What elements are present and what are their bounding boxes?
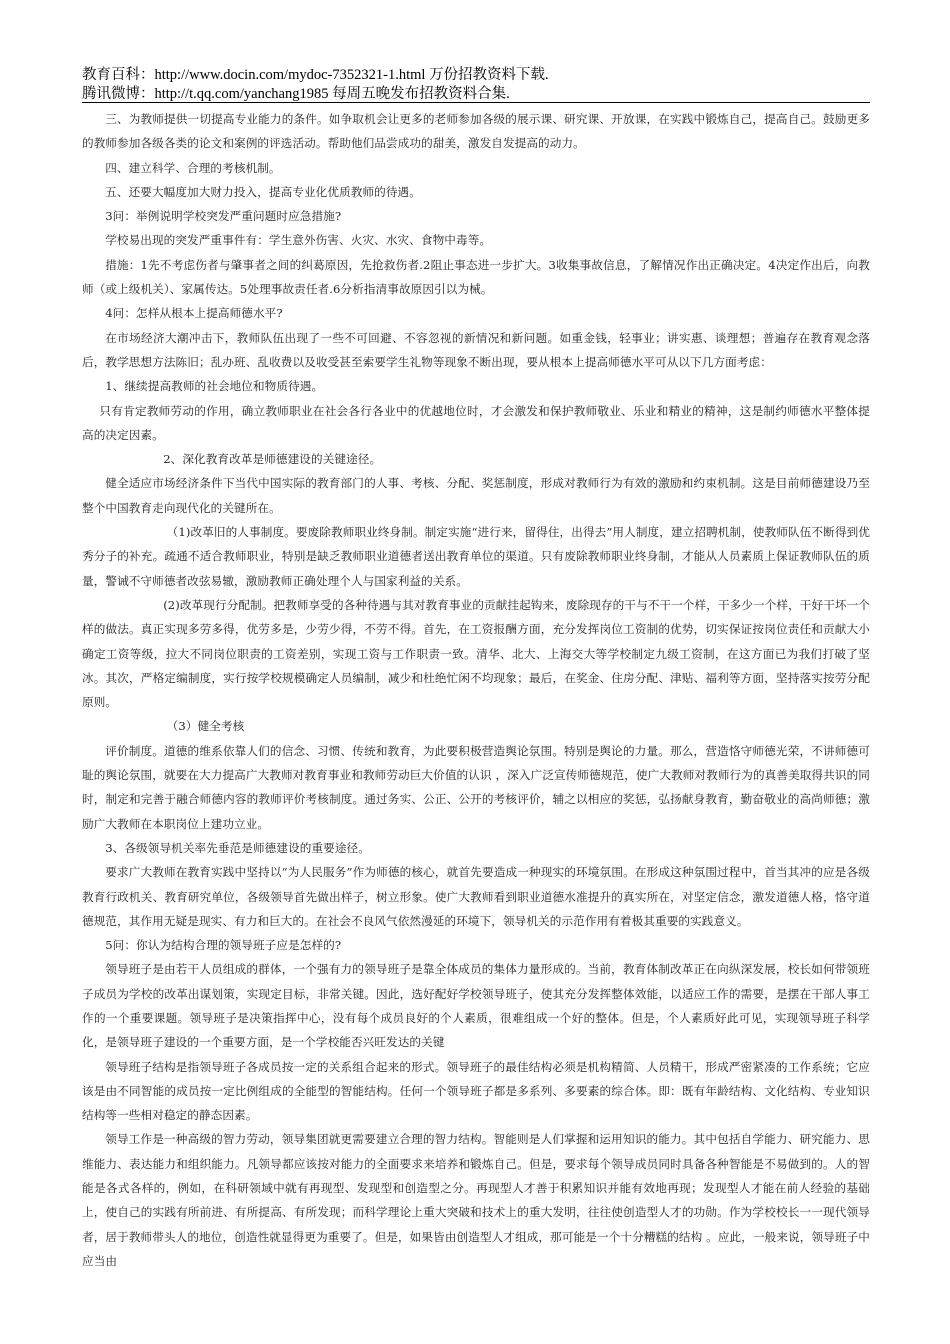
question-5-heading: 5问：你认为结构合理的领导班子应是怎样的? [105,938,342,953]
paragraph-leadership-example: 要求广大教师在教育实践中坚持以“为人民服务”作为师德的核心，就首先要造成一种现实的环境氛围。在形成这种氛围过程中，首当其冲的应是各级教育行政机关、教育研究单位，各级领导首先做出样子，树立形象。使广大教师看到职业道德水准提升的真实所在，对坚定信念，激发道德人格，恪守道德规范，其作用无疑是现实、有力和巨大的。在社会不良风气依然漫延的环境下，领导机关的示范作用有着极其重要的实践意义。 [82,865,870,928]
paragraph-financial-investment: 五、还要大幅度加大财力投入，提高专业化优质教师的待遇。 [105,184,421,199]
paragraph-assessment-mechanism: 四、建立科学、合理的考核机制。 [105,160,281,175]
question-4-heading: 4问：怎样从根本上提高师德水平? [105,306,283,321]
paragraph-emergency-types: 学校易出现的突发严重事件有：学生意外伤害、火灾、水灾、食物中毒等。 [105,233,492,248]
paragraph-leadership-team: 领导班子是由若干人员组成的群体，一个强有力的领导班子是靠全体成员的集体力量形成的。当前，教育体制改革正在向纵深发展，校长如何带领班子成员为学校的改革出谋划策，实现定目标，非常关键。因此，选好配好学校领导班子，使其充分发挥整体效能，以适应工作的需要，是摆在干部人事工作的一个重要课题。领导班子是决策指挥中心，没有每个成员良好的个人素质，很难组成一个好的整体。但是，个人素质好此可见，实现领导班子科学化，是领导班子建设的一个重要方面，是一个学校能否兴旺发达的关键 [82,962,870,1050]
paragraph-teacher-status: 只有肯定教师劳动的作用，确立教师职业在社会各行各业中的优越地位时，才会激发和保护教师敬业、乐业和精业的精神，这是制约师德水平整体提高的决定因素。 [82,403,870,442]
paragraph-market-economy: 在市场经济大潮冲击下，教师队伍出现了一些不可回避、不容忽视的新情况和新问题。如重金钱，轻事业；讲实惠、谈理想；普遍存在教育观念落后，教学思想方法陈旧；乱办班、乱收费以及收受甚至索要学生礼物等现象不断出现，要从根本上提高师德水平可从以下几方面考虑： [82,330,870,369]
paragraph-evaluation-system: 评价制度。道德的维系依靠人们的信念、习惯、传统和教育，为此要积极营造舆论氛围。特别是舆论的力量。那么，营造恪守师德光荣，不讲师德可耻的舆论氛围，就要在大力提高广大教师对教育事业和教师劳动巨大价值的认识 ，深入广泛宣传师德规范，使广大教师对教师行为的真善美取得共识的同时，制定和完善于融合师德内容的教师评价考核制度。通过务实、公正、公开的考核评价，辅之以相应的奖惩，弘扬献身教育，勤奋敬业的高尚师德；激励广大教师在本职岗位上建功立业。 [82,743,870,831]
paragraph-team-structure: 领导班子结构是指领导班子各成员按一定的关系组合起来的形式。领导班子的最佳结构必须是机构精简、人员精干，形成严密紧凑的工作系统；它应该是由不同智能的成员按一定比例组成的全能型的智能结构。任何一个领导班子都是多系列、多要素的综合体。即：既有年龄结构、文化结构、专业知识结构等一些相对稳定的静态因素。 [82,1059,870,1123]
paragraph-reform-mechanism: 健全适应市场经济条件下当代中国实际的教育部门的人事、考核、分配、奖惩制度，形成对教师行为有效的激励和约束机制。这是目前师德建设乃至整个中国教育走向现代化的关键所在。 [82,476,870,515]
paragraph-distribution-reform: (2)改革现行分配制。把教师享受的各种待遇与其对教育事业的贡献挂起钩来，废除现存的干与不干一个样，干多少一个样，干好干坏一个样的做法。真正实现多劳多得，优劳多是，少劳少得，不劳不得。首先，在工资报酬方面，充分发挥岗位工资制的优势，切实保证按岗位责任和贡献大小确定工资等级，拉大不同岗位职责的工资差别，实现工资与工作职责一致。清华、北大、上海交大等学校制定九级工资制，在这方面已为我们打破了坚冰。其次，严格定编制度，实行按学校规模确定人员编制，减少和杜绝忙闲不均现象；最后，在奖金、住房分配、津贴、福利等方面，坚持落实按劳分配原则。 [82,597,870,710]
header-line-weibo: 腾讯微博：http://t.qq.com/yanchang1985 每周五晚发布招教资料合集. [82,86,510,102]
document-body [82,107,870,1273]
page-header [82,66,870,104]
section-1-heading: 1、继续提高教师的社会地位和物质待遇。 [105,379,324,394]
section-2-heading: 2、深化教育改革是师德建设的关键途径。 [163,452,382,467]
header-divider [82,102,870,103]
paragraph-emergency-measures: 措施：1先不考虑伤者与肇事者之间的纠葛原因，先抢救伤者.2阻止事态进一步扩大。3收集事故信息，了解情况作出正确决定。4决定作出后，向教师（或上级机关）、家属传达。5处理事故责任者.6分析指清事故原因引以为械。 [82,257,870,297]
header-line-baike: 教育百科：http://www.docin.com/mydoc-7352321-1.html 万份招教资料下载. [82,67,549,83]
question-3-heading: 3问：举例说明学校突发严重问题时应急措施? [105,209,342,224]
paragraph-personnel-reform: （1)改革旧的人事制度。要废除教师职业终身制。制定实施“进行来，留得住，出得去”用人制度，建立招聘机制，使教师队伍不断得到优秀分子的补充。疏通不适合教师职业，特别是缺乏教师职业道德者送出教育单位的渠道。只有废除教师职业终身制，才能从人员素质上保证教师队伍的质量，警诫不守师德者改弦易辙，激励教师正确处理个人与国家利益的关系。 [82,525,870,588]
paragraph-intellectual-structure: 领导工作是一种高级的智力劳动，领导集团就更需要建立合理的智力结构。智能则是人们掌握和运用知识的能力。其中包括自学能力、研究能力、思维能力、表达能力和组织能力。凡领导都应该按对能力的全面要求来培养和锻炼自己。但是，要求每个领导成员同时具备各种智能是不易做到的。人的智能是各式各样的，例如，在科研领域中就有再现型、发现型和创造型之分。再现型人才善于积累知识并能有效地再现；发现型人才能在前人经验的基础上，使自己的实践有所前进、有所提高、有所发现；而科学理论上重大突破和技术上的重大发明，往往使创造型人才的功勋。作为学校校长一一现代领导者，居于教师带头人的地位，创造性就显得更为重要了。但是，如果皆由创造型人才组成，那可能是一个十分糟糕的结构 。应此，一般来说，领导班子中应当由 [82,1132,870,1268]
paragraph-teacher-conditions: 三、为教师提供一切提高专业能力的条件。如争取机会让更多的老师参加各级的展示课、研究课、开放课，在实践中锻炼自己，提高自己。鼓励更多的教师参加各级各类的论文和案例的评选活动。帮助他们品尝成功的甜美，激发自发提高的动力。 [82,112,870,151]
section-3-heading: 3、各级领导机关率先垂范是师德建设的重要途径。 [105,840,370,855]
subsection-3-heading: （3）健全考核 [166,719,245,734]
